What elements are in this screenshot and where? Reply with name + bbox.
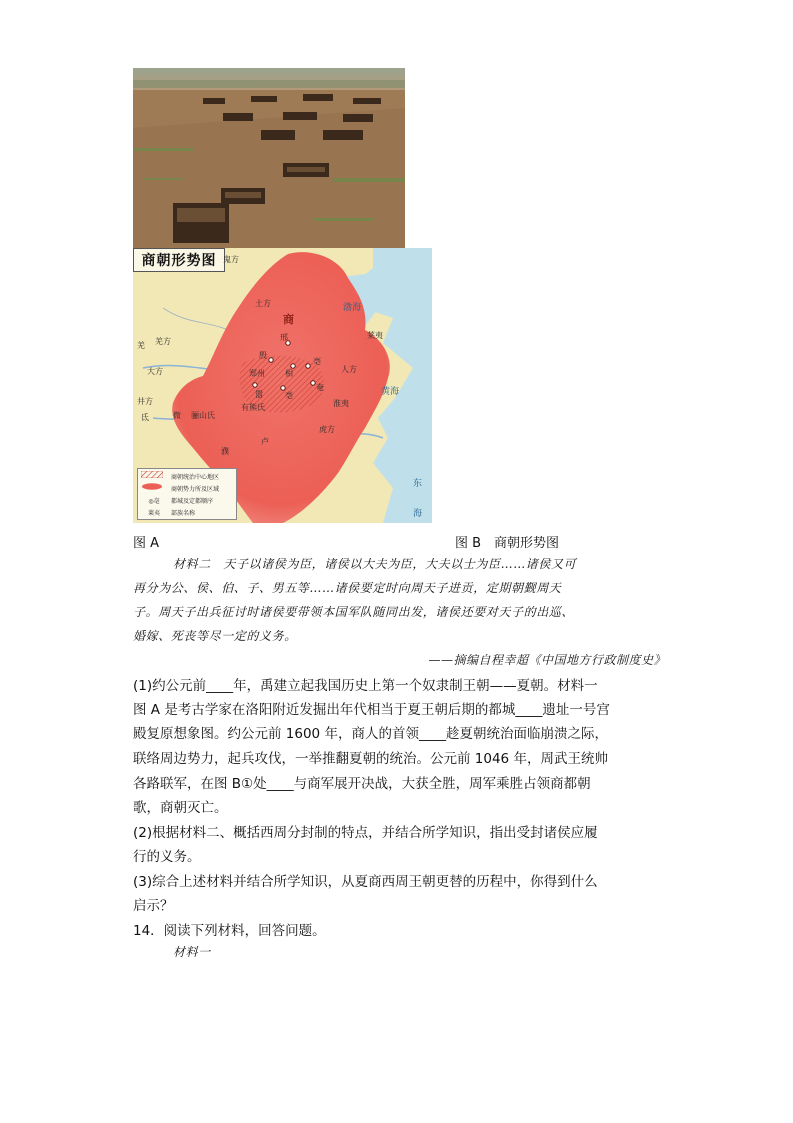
- excavation-photo: [133, 68, 405, 248]
- question-3-line: 启示？: [133, 898, 174, 914]
- legend-text: 商朝势力所及区域: [171, 485, 220, 493]
- map-label: 邢: [280, 333, 288, 342]
- material-two-source: ——摘编自程幸超《中国地方行政制度史》: [428, 653, 666, 667]
- figure-b-caption: 图 B 商朝形势图: [455, 536, 560, 551]
- map-label: 氐: [141, 413, 149, 422]
- map-label: 淮夷: [333, 399, 349, 408]
- question-2-line: (2)根据材料二、概括西周分封制的特点，并结合所学知识，指出受封诸侯应履: [133, 825, 598, 841]
- material-two-line: 再分为公、侯、伯、子、男五等……诸侯要定时向周天子进贡，定期朝觐周天: [133, 581, 562, 595]
- map-label: 骊山氏: [191, 411, 215, 420]
- map-label: 黄海: [381, 387, 400, 397]
- map-label: 井方: [137, 397, 153, 406]
- legend-text: 商朝统治中心地区: [171, 473, 220, 481]
- map-label: 海: [413, 509, 423, 519]
- question-1-line: 各路联军，在图 B①处____与商军展开决战，大获全胜，周军乘胜占领商都朝: [133, 776, 591, 792]
- map-label: 东: [413, 479, 423, 489]
- question-1-line: 联络周边势力，起兵攻伐，一举推翻夏朝的统治。公元前 1046 年，周武王统帅: [133, 751, 608, 767]
- excavation-photo-drawing: [133, 68, 405, 248]
- map-title-box: [133, 248, 225, 272]
- map-label: 卢: [261, 437, 269, 446]
- map-label: 亳: [313, 357, 321, 366]
- legend-text: 部族名称: [171, 509, 196, 517]
- legend-row: [141, 507, 195, 517]
- map-label: 殷: [259, 351, 267, 360]
- map-label: 莱夷: [367, 331, 383, 340]
- map-label: 大方: [147, 367, 163, 376]
- material-two-line: 子。周天子出兵征讨时诸侯要带领本国军队随同出发，诸侯还要对天子的出巡、: [133, 605, 575, 619]
- map-label: 嚣: [255, 390, 263, 399]
- map-label: 羌: [137, 341, 145, 350]
- question-14-heading: 14．阅读下列材料，回答问题。: [133, 923, 326, 939]
- figure-a-caption: 图 A: [133, 536, 160, 551]
- map-title: 商朝形势图: [141, 253, 217, 269]
- tribe-symbol: 莱夷: [147, 509, 160, 517]
- map-label: 渤海: [343, 303, 362, 313]
- question-3-line: (3)综合上述材料并结合所学知识，从夏商西周王朝更替的历程中，你得到什么: [133, 874, 598, 890]
- map-label: 人方: [341, 365, 357, 374]
- map-label: 有熊氏: [241, 403, 265, 412]
- map-legend: [137, 468, 237, 520]
- legend-row: [141, 483, 219, 493]
- map-label: 虎方: [319, 425, 335, 434]
- map-label: 相: [285, 369, 293, 378]
- map-label: 亳: [285, 391, 293, 400]
- map-label: 鬼方: [223, 255, 239, 264]
- map-label: 奄: [316, 383, 324, 392]
- question-1-line: (1)约公元前____年，禹建立起我国历史上第一个奴隶制王朝——夏朝。材料一: [133, 678, 598, 694]
- material-two-line: 材料二 天子以诸侯为臣，诸侯以大夫为臣，大夫以士为臣……诸侯又可: [173, 557, 577, 571]
- map-label: 微: [173, 411, 181, 420]
- material-one-label: 材料一: [173, 945, 211, 959]
- shang-dynasty-map: [133, 248, 432, 523]
- question-1-line: 殿复原想象图。约公元前 1600 年，商人的首领____趁夏朝统治面临崩溃之际，: [133, 726, 608, 742]
- map-label: 郑州: [249, 369, 265, 378]
- question-1-line: 歌，商朝灭亡。: [133, 800, 228, 816]
- legend-row: [141, 495, 213, 505]
- city-symbol: ◎亳: [148, 497, 160, 505]
- legend-text: 都城及定都顺序: [171, 497, 214, 505]
- legend-row: [141, 471, 219, 481]
- map-label: 商: [283, 313, 294, 326]
- map-label: 羌方: [155, 337, 171, 346]
- question-1-line: 图 A 是考古学家在洛阳附近发掘出年代相当于夏王朝后期的都城____遗址一号宫: [133, 702, 610, 718]
- map-label: 濮: [221, 447, 229, 456]
- material-two-line: 婚嫁、死丧等尽一定的义务。: [133, 629, 297, 643]
- question-2-line: 行的义务。: [133, 849, 201, 865]
- map-label: 土方: [255, 299, 271, 308]
